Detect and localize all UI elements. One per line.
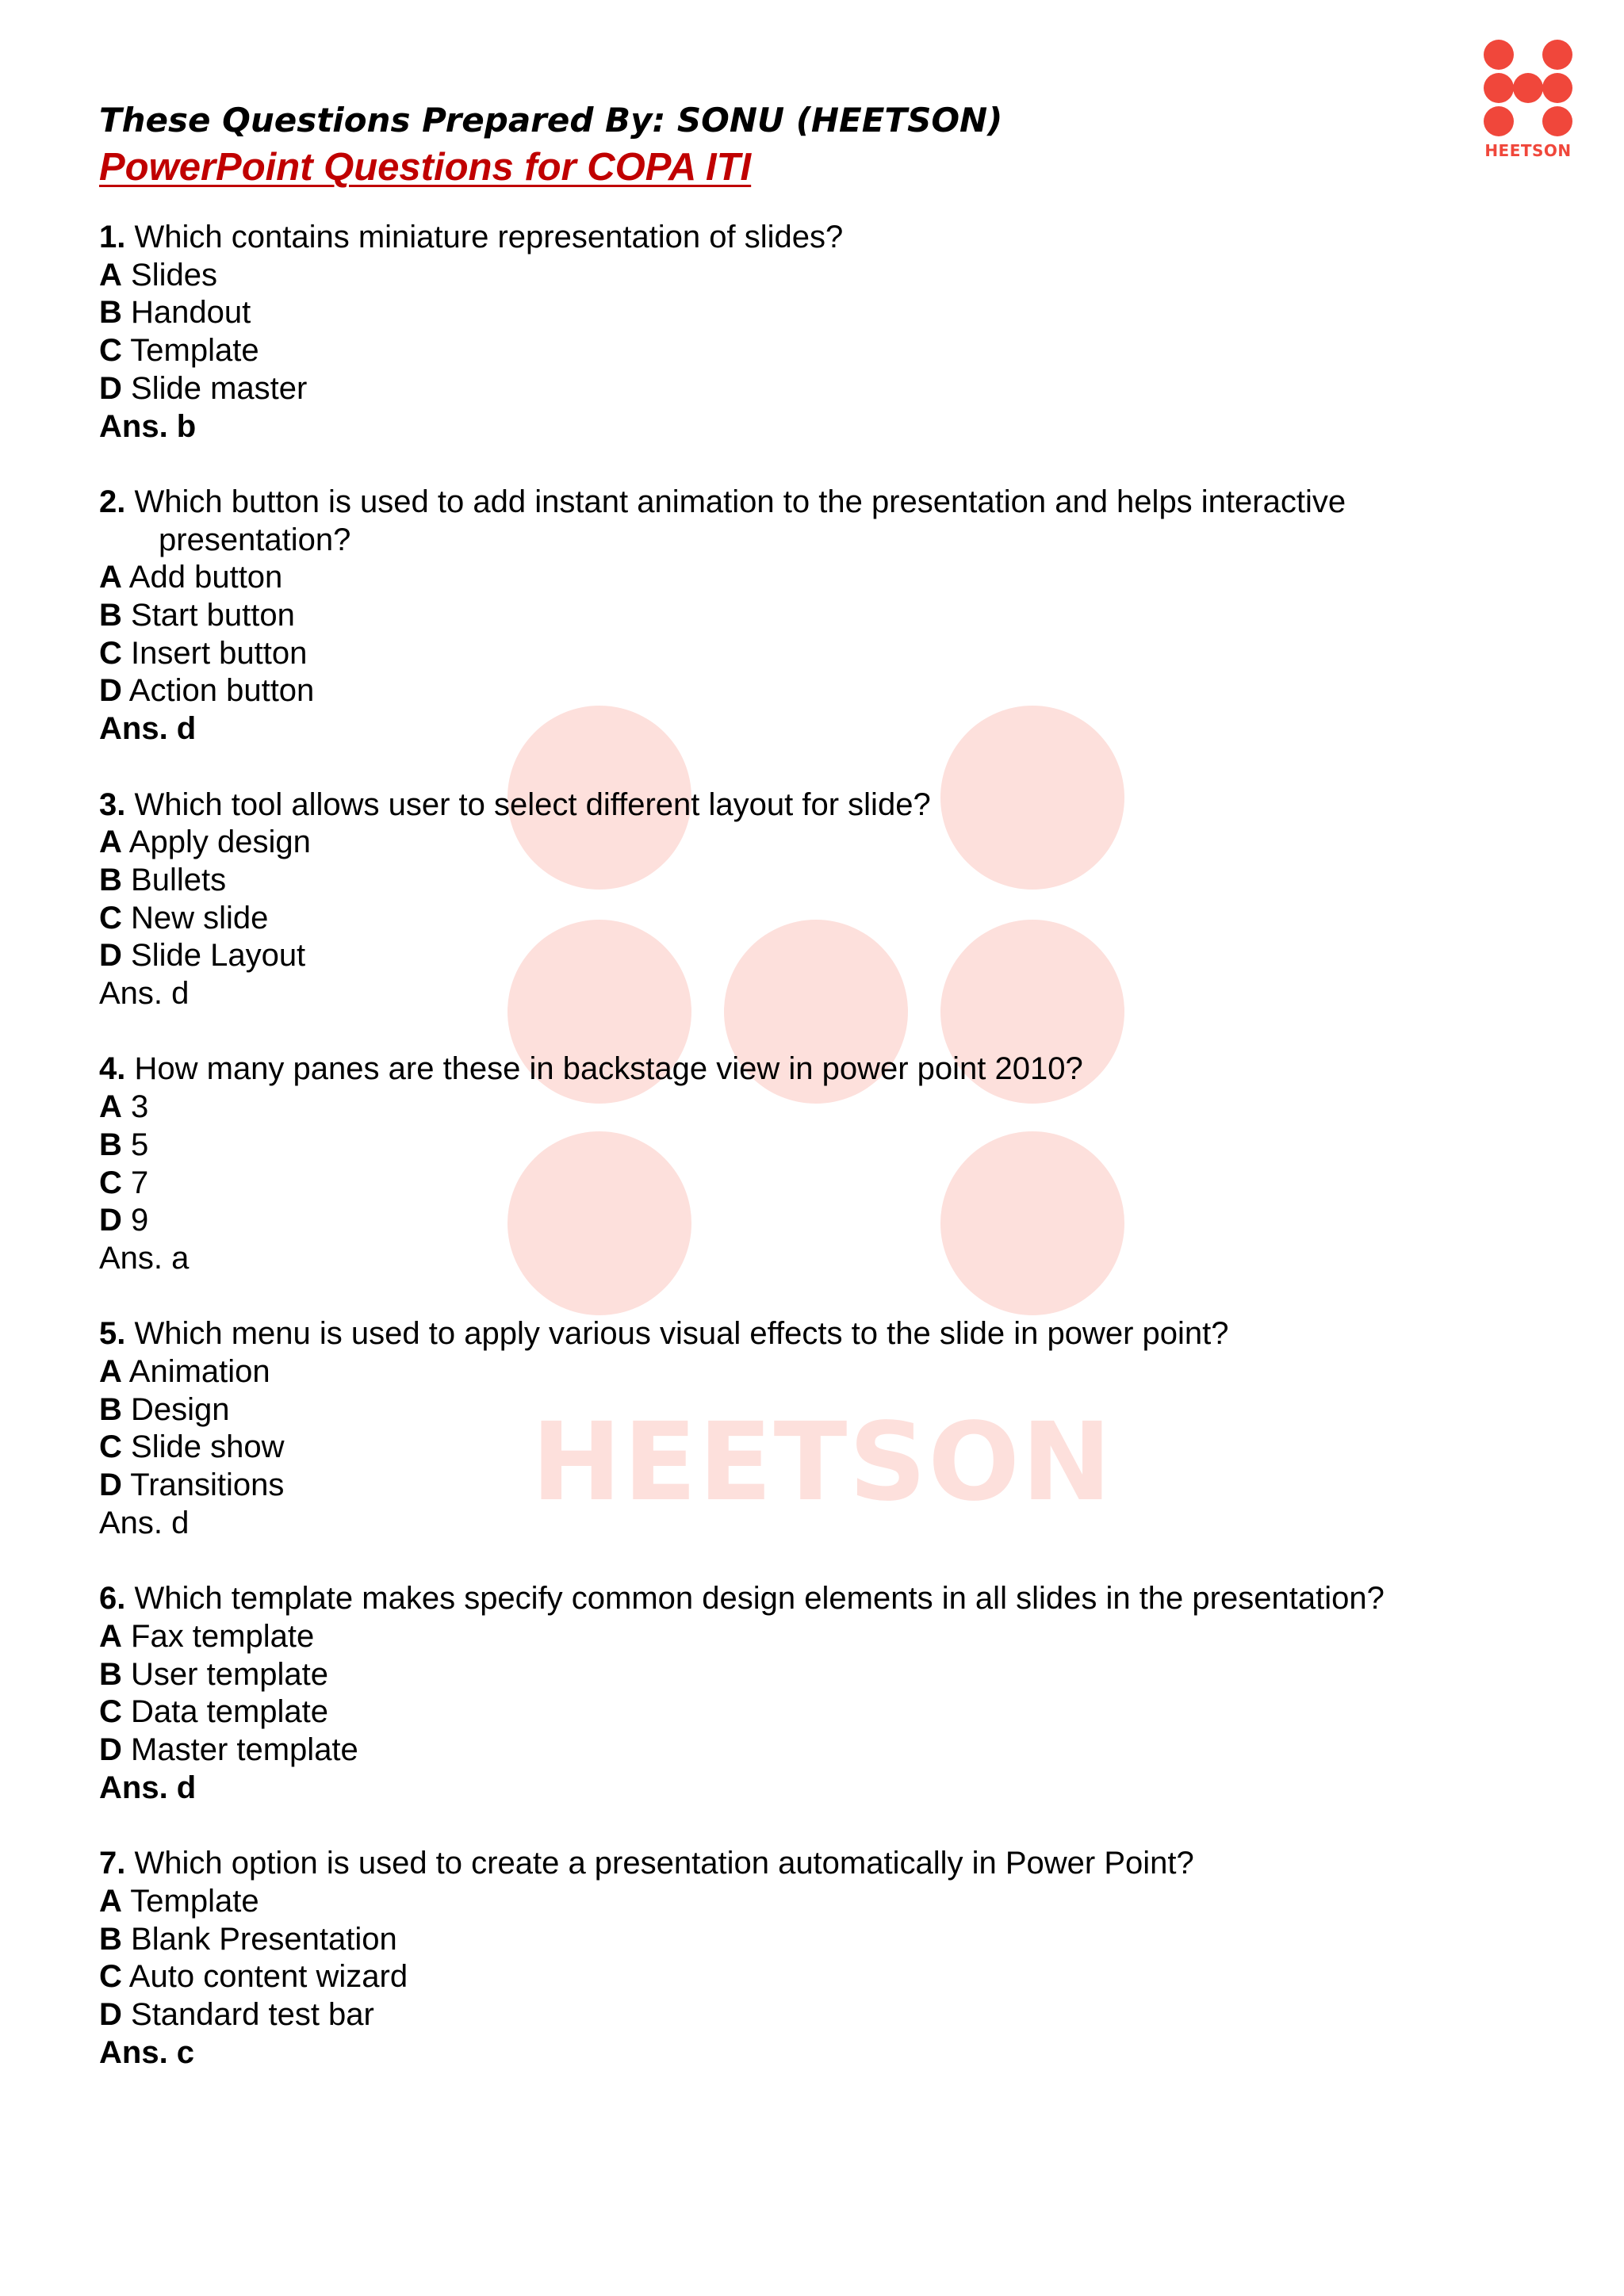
question-text-line: [99, 1315, 1495, 1353]
option-b: [99, 862, 1495, 900]
option-text: Data template: [131, 1694, 329, 1730]
question-text: Which template makes specify common design elements in all slides in the presentation?: [134, 1581, 1385, 1617]
option-letter: C: [99, 1429, 122, 1465]
option-letter: B: [99, 1127, 122, 1162]
question-text: Which menu is used to apply various visual effects to the slide in power point?: [134, 1316, 1229, 1352]
option-d: [99, 1732, 1495, 1770]
option-text: Animation: [128, 1354, 270, 1390]
question-block: [99, 219, 1495, 446]
option-letter: D: [99, 370, 122, 406]
option-letter: C: [99, 1165, 122, 1200]
option-letter: B: [99, 1391, 122, 1427]
option-letter: A: [99, 560, 122, 595]
option-letter: C: [99, 1959, 122, 1995]
option-a: [99, 824, 1495, 862]
option-letter: B: [99, 1921, 122, 1957]
question-text-line: [99, 1845, 1495, 1883]
question-text-line: [99, 484, 1495, 559]
logo-dot: [1542, 73, 1572, 103]
option-text: Bullets: [131, 862, 227, 897]
option-a: [99, 1883, 1495, 1921]
option-c: [99, 1693, 1495, 1732]
question-list: [99, 219, 1495, 2072]
question-block: [99, 484, 1495, 748]
question-text: Which contains miniature representation of slides?: [134, 220, 844, 254]
prepared-by: These Questions Prepared By: SONU (HEETSON): [99, 101, 1003, 140]
option-text: Slide master: [131, 370, 308, 406]
option-text: Insert button: [131, 635, 308, 671]
option-letter: C: [99, 1694, 122, 1730]
answer: Ans. d: [99, 1770, 197, 1805]
option-letter: C: [99, 635, 122, 671]
option-text: 7: [131, 1165, 149, 1200]
option-d: [99, 937, 1495, 975]
option-text: Template: [130, 333, 259, 369]
logo-text: HEETSON: [1484, 141, 1572, 160]
option-c: [99, 1165, 1495, 1203]
question-block: [99, 1845, 1495, 2072]
option-text: Template: [130, 1883, 259, 1919]
option-text: Blank Presentation: [131, 1921, 397, 1957]
option-letter: B: [99, 862, 122, 897]
option-c: [99, 332, 1495, 370]
answer: Ans. d: [99, 1505, 190, 1540]
option-c: [99, 1429, 1495, 1467]
question-text-line: [99, 1050, 1495, 1089]
question-number: 5.: [99, 1316, 126, 1352]
question-text-line: [99, 786, 1495, 825]
option-text: Master template: [131, 1732, 358, 1768]
option-c: [99, 635, 1495, 673]
option-a: [99, 1353, 1495, 1391]
question-number: 2.: [99, 484, 126, 519]
option-letter: B: [99, 295, 122, 331]
option-text: Add button: [128, 560, 283, 595]
question-block: [99, 786, 1495, 1013]
option-letter: D: [99, 938, 122, 974]
question-text: Which button is used to add instant animation to the presentation and helps interactive presentation?: [134, 484, 1346, 557]
answer: Ans. c: [99, 2034, 195, 2070]
option-d: [99, 1467, 1495, 1505]
option-letter: A: [99, 1089, 122, 1125]
option-text: Action button: [128, 673, 315, 709]
option-text: Slide Layout: [131, 938, 306, 974]
option-letter: A: [99, 1354, 122, 1390]
option-letter: D: [99, 1996, 122, 2032]
option-letter: A: [99, 825, 122, 860]
option-letter: C: [99, 900, 122, 936]
option-text: Slides: [131, 257, 217, 293]
question-number: 6.: [99, 1581, 126, 1617]
option-text: 9: [131, 1203, 149, 1238]
question-number: 3.: [99, 786, 126, 822]
option-letter: B: [99, 1656, 122, 1692]
option-b: [99, 597, 1495, 635]
option-a: [99, 257, 1495, 295]
question-block: [99, 1315, 1495, 1542]
option-text: Standard test bar: [131, 1996, 374, 2032]
option-d: [99, 370, 1495, 408]
watermark-text: HEETSON: [531, 1400, 1113, 1525]
option-b: [99, 294, 1495, 332]
answer: Ans. d: [99, 976, 190, 1012]
option-text: New slide: [131, 900, 269, 936]
option-letter: D: [99, 673, 122, 709]
logo-dot: [1513, 73, 1543, 103]
option-a: [99, 1089, 1495, 1127]
option-letter: D: [99, 1732, 122, 1768]
option-text: Auto content wizard: [128, 1959, 408, 1995]
question-text-line: [99, 1580, 1495, 1618]
option-letter: D: [99, 1468, 122, 1503]
question-number: 1.: [99, 220, 126, 254]
option-text: 5: [131, 1127, 149, 1162]
question-block: [99, 1580, 1495, 1807]
document-body: [99, 97, 1495, 2110]
option-letter: A: [99, 1618, 122, 1654]
option-d: [99, 1202, 1495, 1240]
option-letter: C: [99, 333, 122, 369]
logo-dot: [1542, 106, 1572, 136]
option-a: [99, 559, 1495, 597]
option-c: [99, 900, 1495, 938]
option-letter: D: [99, 1203, 122, 1238]
option-text: Slide show: [131, 1429, 285, 1465]
option-letter: A: [99, 257, 122, 293]
option-text: Fax template: [131, 1618, 315, 1654]
question-text-line: [99, 219, 1495, 257]
option-letter: A: [99, 1883, 122, 1919]
question-number: 7.: [99, 1846, 126, 1881]
option-b: [99, 1921, 1495, 1959]
question-block: [99, 1050, 1495, 1277]
option-letter: B: [99, 598, 122, 633]
answer: Ans. d: [99, 711, 197, 747]
option-text: Design: [131, 1391, 230, 1427]
question-text: Which option is used to create a presentation automatically in Power Point?: [134, 1846, 1194, 1881]
option-b: [99, 1391, 1495, 1429]
answer: Ans. a: [99, 1240, 190, 1276]
option-text: Apply design: [128, 825, 311, 860]
question-text: How many panes are these in backstage view in power point 2010?: [134, 1051, 1083, 1087]
option-c: [99, 1958, 1495, 1996]
option-b: [99, 1656, 1495, 1694]
document-title: PowerPoint Questions for COPA ITI: [99, 146, 752, 189]
option-d: [99, 1996, 1495, 2034]
option-text: Start button: [131, 598, 295, 633]
option-d: [99, 672, 1495, 710]
option-text: 3: [131, 1089, 149, 1125]
question-text: Which tool allows user to select different layout for slide?: [134, 786, 931, 822]
option-b: [99, 1127, 1495, 1165]
option-text: Transitions: [130, 1468, 285, 1503]
question-number: 4.: [99, 1051, 126, 1087]
option-a: [99, 1618, 1495, 1656]
logo-dot: [1484, 40, 1514, 70]
answer: Ans. b: [99, 408, 197, 444]
option-text: User template: [131, 1656, 328, 1692]
option-text: Handout: [131, 295, 251, 331]
logo-dot: [1542, 40, 1572, 70]
